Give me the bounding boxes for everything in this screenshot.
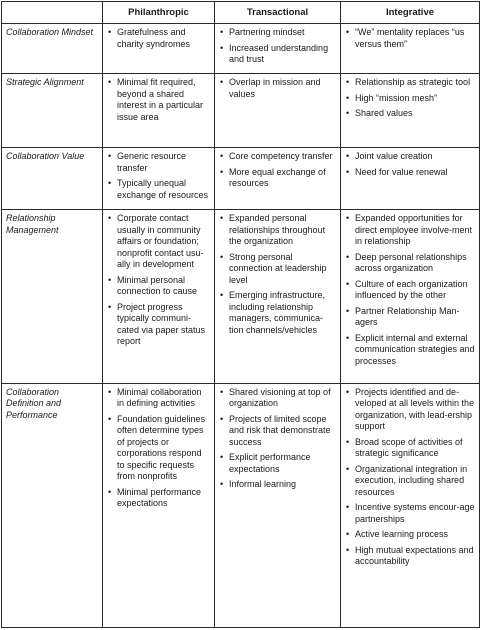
list-item: • Projects of limited scope and risk that demonstrate success [219,414,336,449]
list-item: • Deep personal relationships across organization [345,252,475,275]
header-integrative: Integrative [341,2,480,24]
list-item: • Core competency transfer [219,151,336,163]
list-item: • Minimal fit required, beyond a shared interest in a particular issue area [107,77,210,123]
list-item: • Culture of each organization influenced by the other [345,279,475,302]
list-item: • High “mission mesh” [345,93,475,105]
list-item: • Projects identified and de-veloped at all levels within the organization, with lead-ership support [345,387,475,433]
list-item: • Informal learning [219,479,336,491]
cell-philanthropic [103,383,215,627]
list-item: • Foundation guidelines often determine types of projects or corporations respond to specific requests from nonprofits [107,414,210,483]
cell-integrative [341,74,480,148]
list-item: • Expanded personal relationships throughout the organization [219,213,336,248]
header-blank [2,2,103,24]
list-item: • Partner Relationship Man-agers [345,306,475,329]
list-item: • Shared visioning at top of organization [219,387,336,410]
list-item: • High mutual expectations and accountability [345,545,475,568]
list-item: • Minimal personal connection to cause [107,275,210,298]
list-item: • Incentive systems encour-age partnerships [345,502,475,525]
row-label: Relationship Management [2,210,103,383]
list-item: • Project progress typically communi-cated via paper status report [107,302,210,348]
list-item: • Increased understanding and trust [219,43,336,66]
list-item: • Shared values [345,108,475,120]
cell-philanthropic [103,24,215,74]
list-item: • Expanded opportunities for direct employee involve-ment in relationship [345,213,475,248]
cell-philanthropic [103,210,215,383]
list-item: • Emerging infrastructure, including relationship managers, communica-tion channels/vehicles [219,290,336,336]
list-item: • Minimal performance expectations [107,487,210,510]
header-row [2,2,480,24]
list-item: • Joint value creation [345,151,475,163]
list-item: • Minimal collaboration in defining activities [107,387,210,410]
table-row [2,383,480,627]
cell-philanthropic [103,148,215,210]
table-row [2,24,480,74]
list-item: • Organizational integration in execution, including shared resources [345,464,475,499]
list-item: • Broad scope of activities of strategic significance [345,437,475,460]
list-item: • Relationship as strategic tool [345,77,475,89]
list-item: • Strong personal connection at leadership level [219,252,336,287]
list-item: • Corporate contact usually in community affairs or foundation; nonprofit contact usu-ally in development [107,213,210,271]
row-label: Collaboration Value [2,148,103,210]
row-label: Collaboration Definition and Performance [2,383,103,627]
row-label: Strategic Alignment [2,74,103,148]
list-item: • Overlap in mission and values [219,77,336,100]
cell-transactional [215,148,341,210]
table-row [2,74,480,148]
cell-integrative [341,210,480,383]
cell-philanthropic [103,74,215,148]
cell-integrative [341,383,480,627]
cell-transactional [215,210,341,383]
list-item: • Partnering mindset [219,27,336,39]
cell-transactional [215,383,341,627]
header-transactional: Transactional [215,2,341,24]
cell-integrative [341,24,480,74]
list-item: • Typically unequal exchange of resources [107,178,210,201]
cell-transactional [215,24,341,74]
list-item: • Active learning process [345,529,475,541]
list-item: • Generic resource transfer [107,151,210,174]
row-label: Collaboration Mindset [2,24,103,74]
list-item: • Explicit internal and external communication strategies and processes [345,333,475,368]
cell-integrative [341,148,480,210]
list-item: • Need for value renewal [345,167,475,179]
cell-transactional [215,74,341,148]
list-item: • Explicit performance expectations [219,452,336,475]
table-row [2,148,480,210]
header-philanthropic: Philanthropic [103,2,215,24]
list-item: • “We” mentality replaces “us versus them” [345,27,475,50]
list-item: • Gratefulness and charity syndromes [107,27,210,50]
list-item: • More equal exchange of resources [219,167,336,190]
table-row [2,210,480,383]
collaboration-continuum-table [1,1,480,628]
